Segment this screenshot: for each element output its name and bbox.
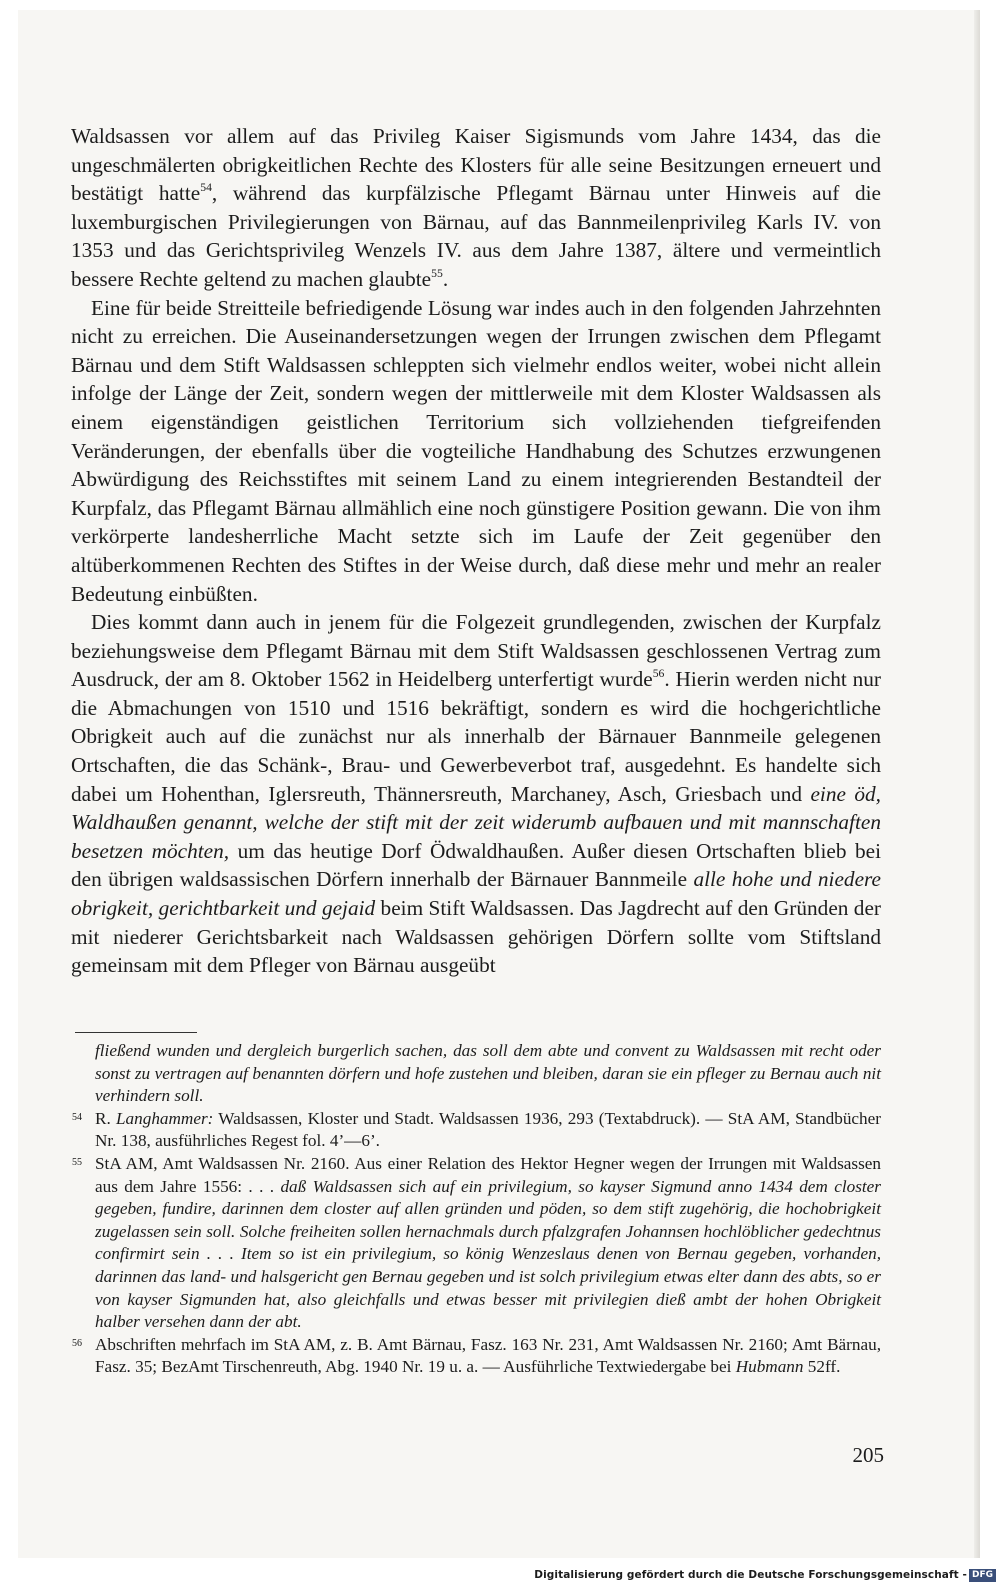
paragraph-1: Waldsassen vor allem auf das Privileg Kaiser Sigismunds vom Jahre 1434, das die ungeschmälerten obrigkeitlichen Rechte des Klosters für alle seine Besitzungen erneuert und bestätigt hatte$^{54}$, während das kurpfälzische Pflegamt Bärnau unter Hinweis auf die luxemburgischen Privilegierungen von Bärnau, auf das Bannmeilenprivileg Karls IV. von 1353 und das Gerichtsprivileg Wenzels IV. aus dem Jahre 1387, ältere und vermeintlich bessere Rechte geltend zu machen glaubte$^{55}$. [71,124,881,291]
footnote-54 [71,1108,881,1153]
footnote-continuation [71,1040,881,1108]
footnote-separator [75,1032,197,1033]
footnote-number: 56 [72,1337,82,1349]
footnote-number: 55 [72,1156,82,1168]
footnote-text: R. Langhammer: Waldsassen, Kloster und Stadt. Waldsassen 1936, 293 (Textabdruck). — StA AM, Standbücher Nr. 138, ausführliches Regest fol. 4’—6’. [95,1108,881,1151]
footnotes [71,1040,881,1379]
footnote-number: 54 [72,1111,82,1123]
body-text [71,122,881,980]
italic-quote: daß Waldsassen sich auf ein privilegium, so kayser Sigmund anno 1434 dem closter gegeben, fundire, darinnen dem closter auf allen gründen und pöden, so dem stift zugehörig, die hochobrigkeit zugelassen sein soll. Solche freiheiten sollen hernachmals durch pfalzgrafen Johannsen hochlöblicher gedechtnus confirmirt sein . . . Item so ist ein privilegium, so könig Wenzeslaus denen von Bernau gegeben, vorhanden, darinnen das land- und halsgericht gen Bernau gegeben und ist solch privilegium etwas elter dann des abts, so er von kayser Sigmunden hat, also gleichfalls und etwas besser mit privilegien dieß ambt der hohen Obrigkeit halber versehen dann der abt. [95,1176,881,1332]
italic-quote: alle hohe und niedere obrigkeit, gerichtbarkeit und gejaid [71,867,881,921]
paragraph-2: Eine für beide Streitteile befriedigende Lösung war indes auch in den folgenden Jahrzehnten nicht zu erreichen. Die Auseinandersetzungen wegen der Irrungen zwischen dem Pflegamt Bärnau und dem Stift Waldsassen schleppten sich vielmehr endlos weiter, wobei nicht allein infolge der Länge der Zeit, sondern wegen der mittlerweile mit dem Kloster Waldsassen als einem eigenständigen geistlichen Territorium sich vollziehenden tiefgreifenden Veränderungen, der ebenfalls über die vogteiliche Handhabung des Schutzes erzwungenen Abwürdigung des Reichsstiftes mit seinem Land zu einem integrierenden Bestandteil der Kurpfalz, das Pflegamt Bärnau allmählich eine noch günstigere Position gewann. Die von ihm verkörperte landesherrliche Macht setzte sich im Laufe der Zeit gegenüber den altüberkommenen Rechten des Stiftes in der Weise durch, daß diese mehr und mehr an realer Bedeutung einbüßten. [71,295,881,606]
footnote-reference: 55 [431,267,443,281]
italic-quote: fließend wunden und dergleich burgerlich sachen, das soll dem abte und convent zu Waldsassen mit recht oder sonst zu vertragen auf benannten dörfern und hofe zustehen und bleiben, daran sie ein pfleger zu Bernau auch nit verhindern soll. [95,1041,881,1106]
footnote-text: Abschriften mehrfach im StA AM, z. B. Amt Bärnau, Fasz. 163 Nr. 231, Amt Waldsassen Nr. 2160; Amt Bärnau, Fasz. 35; BezAmt Tirschenreuth, Abg. 1940 Nr. 19 u. a. — Ausführliche Textwiedergabe bei Hubmann 52ff. [95,1334,881,1377]
italic-quote: Langhammer: [115,1108,214,1128]
footnote-reference: 54 [200,181,212,195]
footnote-56 [71,1334,881,1379]
scanned-page [18,10,980,1558]
paragraph-3: Dies kommt dann auch in jenem für die Folgezeit grundlegenden, zwischen der Kurpfalz beziehungsweise dem Pflegamt Bärnau mit dem Stift Waldsassen geschlossenen Vertrag zum Ausdruck, der am 8. Oktober 1562 in Heidelberg unterfertigt wurde$^{56}$. Hierin werden nicht nur die Abmachungen von 1510 und 1516 bekräftigt, sondern es wird die hochgerichtliche Obrigkeit auch auf die zunächst nur als innerhalb der Bärnauer Bannmeile gelegenen Ortschaften, die das Schänk-, Brau- und Gewerbeverbot traf, ausgedehnt. Es handelte sich dabei um Hohenthan, Iglersreuth, Thännersreuth, Marchaney, Asch, Griesbach und eine öd, Waldhaußen genannt, welche der stift mit der zeit widerumb aufbauen und mit mannschaften besetzen möchten, um das heutige Dorf Ödwaldhaußen. Außer diesen Ortschaften blieb bei den übrigen waldsassischen Dörfern innerhalb der Bärnauer Bannmeile alle hohe und niedere obrigkeit, gerichtbarkeit und gejaid beim Stift Waldsassen. Das Jagdrecht auf den Gründen der mit niederer Gerichtsbarkeit nach Waldsassen gehörigen Dörfern sollte vom Stiftsland gemeinsam mit dem Pfleger von Bärnau ausgeübt [71,610,881,978]
footnote-55 [71,1153,881,1334]
page-edge-shadow [974,10,980,1558]
footnote-text: StA AM, Amt Waldsassen Nr. 2160. Aus einer Relation des Hektor Hegner wegen der Irrungen mit Waldsassen aus dem Jahre 1556: . . . daß Waldsassen sich auf ein privilegium, so kayser Sigmund anno 1434 dem closter gegeben, fundire, darinnen dem closter auf allen gründen und pöden, so dem stift zugehörig, die hochobrigkeit zugelassen sein soll. Solche freiheiten sollen hernachmals durch pfalzgrafen Johannsen hochlöblicher gedechtnus confirmirt sein . . . Item so ist ein privilegium, so könig Wenzeslaus denen von Bernau gegeben, vorhanden, darinnen das land- und halsgericht gen Bernau gegeben und ist solch privilegium etwas elter dann des abts, so er von kayser Sigmunden hat, also gleichfalls und etwas besser mit privilegien dieß ambt der hohen Obrigkeit halber versehen dann der abt. [95,1153,881,1332]
page-number: 205 [852,1443,884,1467]
italic-quote: eine öd, Waldhaußen genannt, welche der stift mit der zeit widerumb aufbauen und mit mannschaften besetzen möchten, [71,781,881,863]
footnote-reference: 56 [652,667,665,681]
digitization-credit [534,1568,996,1582]
italic-quote: Hubmann [735,1357,804,1377]
dfg-logo: DFG [969,1569,996,1582]
credit-text: Digitalisierung gefördert durch die Deutsche Forschungsgemeinschaft - [534,1569,967,1581]
